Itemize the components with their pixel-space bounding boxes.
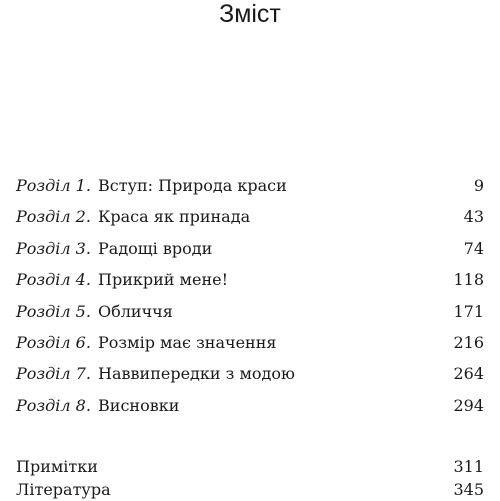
page-number: 74	[463, 238, 484, 258]
chapter-title: Висновки	[98, 395, 180, 415]
toc-entry	[16, 390, 179, 421]
chapter-label: Розділ 4.	[16, 270, 91, 290]
toc-entry	[16, 201, 250, 232]
toc-entry	[16, 296, 173, 327]
page-number: 311	[453, 457, 484, 476]
back-matter	[16, 455, 484, 501]
toc-row-chapter-4[interactable]	[16, 264, 484, 295]
toc-row-chapter-5[interactable]	[16, 296, 484, 327]
toc-row-notes[interactable]	[16, 455, 484, 478]
chapter-label: Розділ 8.	[16, 395, 91, 415]
chapter-label: Розділ 5.	[16, 301, 91, 321]
toc-entry	[16, 233, 212, 264]
table-of-contents	[16, 170, 484, 421]
back-matter-title: Література	[16, 480, 111, 499]
toc-entry	[16, 264, 228, 295]
chapter-title: Радощі вроди	[98, 238, 213, 258]
chapter-title: Наввипередки з модою	[98, 364, 295, 384]
chapter-title: Розмір має значення	[98, 332, 277, 352]
page-number: 118	[453, 270, 484, 290]
page-number: 171	[453, 301, 484, 321]
chapter-label: Розділ 3.	[16, 238, 91, 258]
chapter-label: Розділ 6.	[16, 332, 91, 352]
toc-row-chapter-2[interactable]	[16, 201, 484, 232]
toc-row-chapter-7[interactable]	[16, 358, 484, 389]
back-matter-title: Примітки	[16, 457, 98, 476]
toc-entry	[16, 358, 295, 389]
chapter-title: Вступ: Природа краси	[98, 176, 287, 195]
chapter-label: Розділ 2.	[16, 207, 91, 227]
toc-entry	[16, 327, 276, 358]
chapter-title: Краса як принада	[98, 207, 251, 227]
toc-row-chapter-6[interactable]	[16, 327, 484, 358]
page-number: 43	[463, 207, 484, 227]
page-number: 216	[453, 332, 484, 352]
chapter-title: Прикрий мене!	[98, 270, 229, 290]
page-number: 294	[453, 395, 484, 415]
page-number: 264	[453, 364, 484, 384]
page-number: 9	[473, 176, 484, 195]
chapter-label: Розділ 1.	[16, 176, 91, 195]
toc-row-chapter-8[interactable]	[16, 390, 484, 421]
chapter-title: Обличчя	[98, 301, 173, 321]
chapter-label: Розділ 7.	[16, 364, 91, 384]
toc-row-literature[interactable]	[16, 478, 484, 501]
page-number: 345	[453, 480, 484, 499]
page-title: Зміст	[219, 0, 281, 28]
toc-row-chapter-1[interactable]	[16, 170, 484, 201]
toc-row-chapter-3[interactable]	[16, 233, 484, 264]
toc-entry	[16, 170, 287, 201]
